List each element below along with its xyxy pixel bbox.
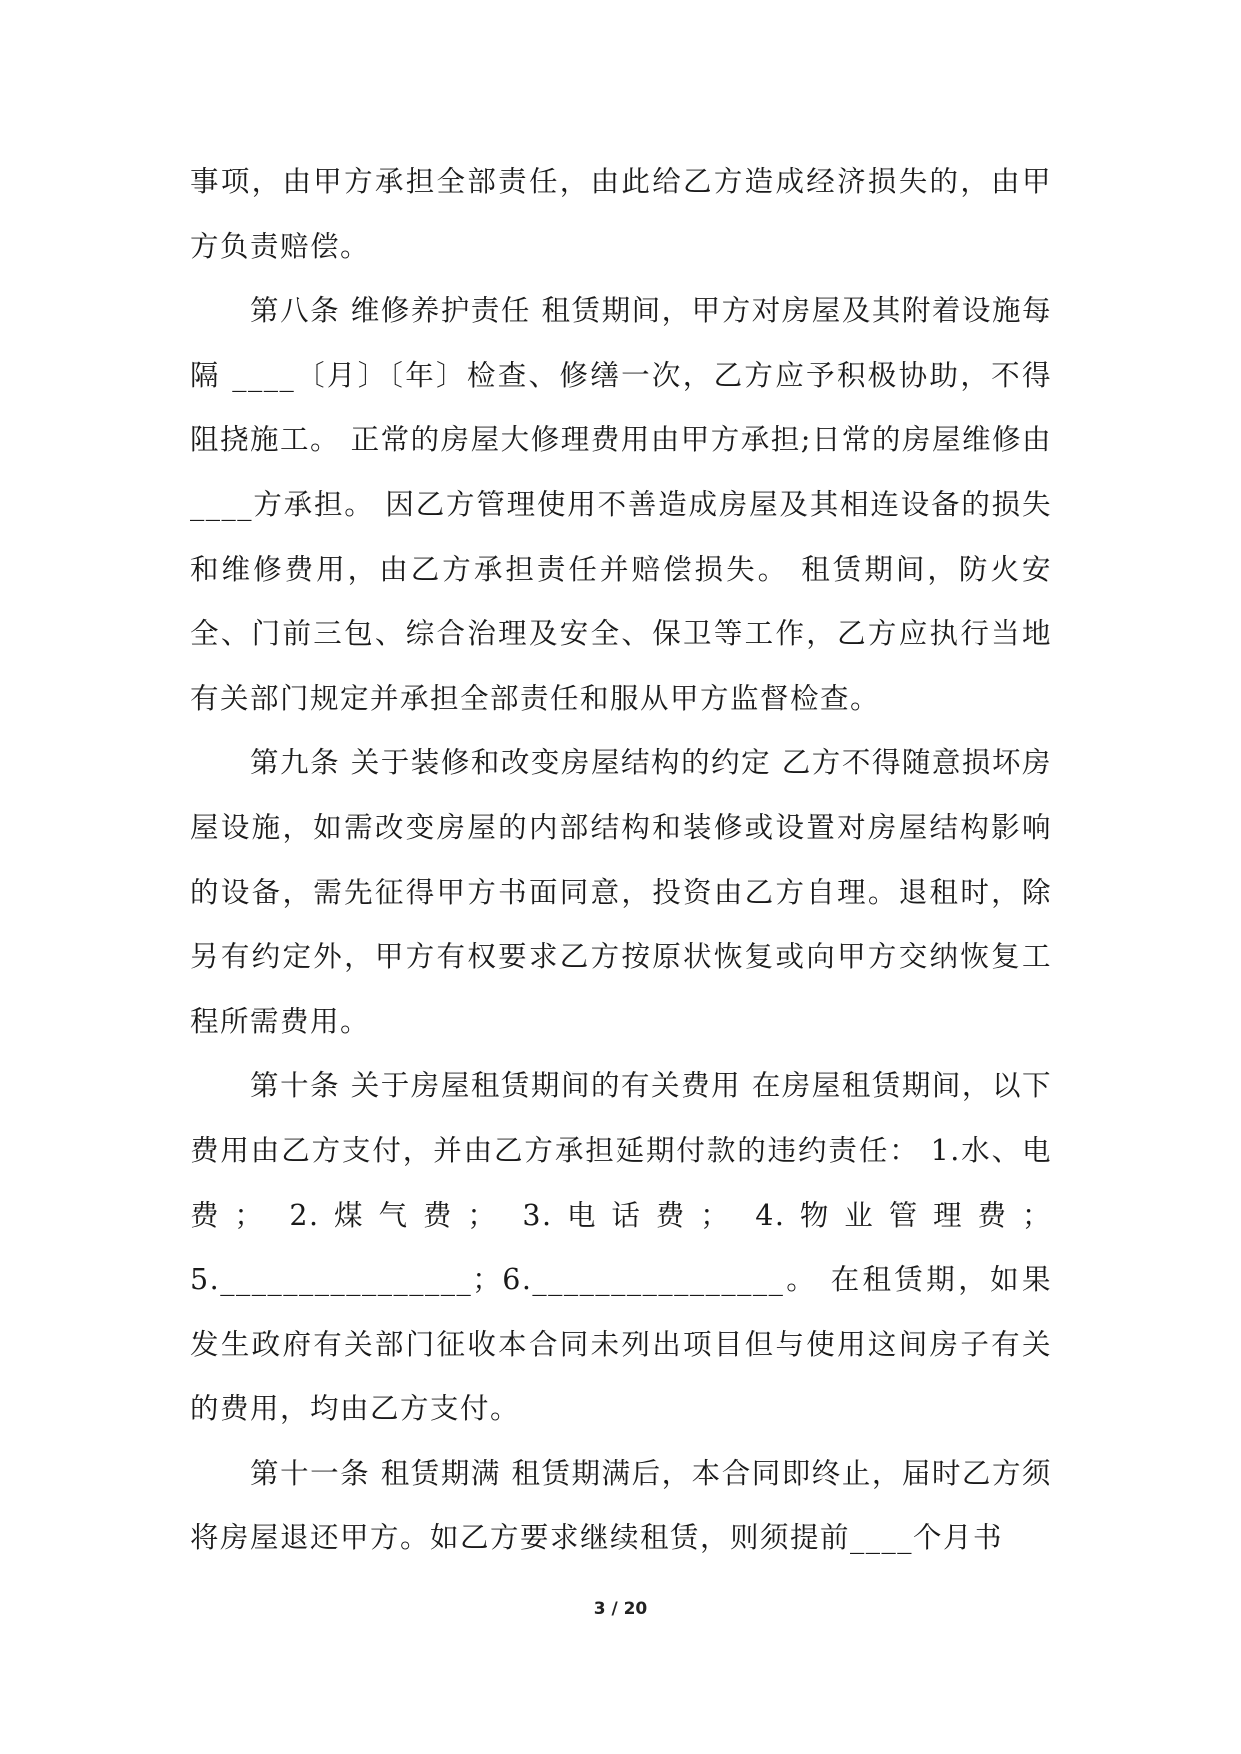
paragraph-article-10: 第十条 关于房屋租赁期间的有关费用 在房屋租赁期间，以下费用由乙方支付，并由乙方承担延期付款的违约责任： 1.水、电费； 2.煤气费； 3.电话费； 4.物业管理费； 5.________________；6.________________。 在租赁期，如果发生政府有关部门征收本合同未列出项目但与使用这间房子有关的费用，均由乙方支付。 xyxy=(190,1069,1052,1426)
paragraph-article-9: 第九条 关于装修和改变房屋结构的约定 乙方不得随意损坏房屋设施，如需改变房屋的内部结构和装修或设置对房屋结构影响的设备，需先征得甲方书面同意，投资由乙方自理。退租时，除另有约定外，甲方有权要求乙方按原状恢复或向甲方交纳恢复工程所需费用。 xyxy=(190,746,1052,1038)
paragraph-article-11: 第十一条 租赁期满 租赁期满后，本合同即终止，届时乙方须将房屋退还甲方。如乙方要求继续租赁，则须提前____个月书 xyxy=(190,1456,1052,1555)
page-number: 3 / 20 xyxy=(593,1599,648,1619)
paragraph-continuation: 事项，由甲方承担全部责任，由此给乙方造成经济损失的，由甲方负责赔偿。 xyxy=(190,165,1052,263)
paragraph-article-8: 第八条 维修养护责任 租赁期间，甲方对房屋及其附着设施每隔 ____〔月〕〔年〕检查、修缮一次，乙方应予积极协助，不得阻挠施工。 正常的房屋大修理费用由甲方承担;日常的房屋维修由____方承担。 因乙方管理使用不善造成房屋及其相连设备的损失和维修费用，由乙方承担责任并赔偿损失。 租赁期间，防火安全、门前三包、综合治理及安全、保卫等工作，乙方应执行当地有关部门规定并承担全部责任和服从甲方监督检查。 xyxy=(190,294,1052,715)
document-body xyxy=(190,150,1052,1571)
